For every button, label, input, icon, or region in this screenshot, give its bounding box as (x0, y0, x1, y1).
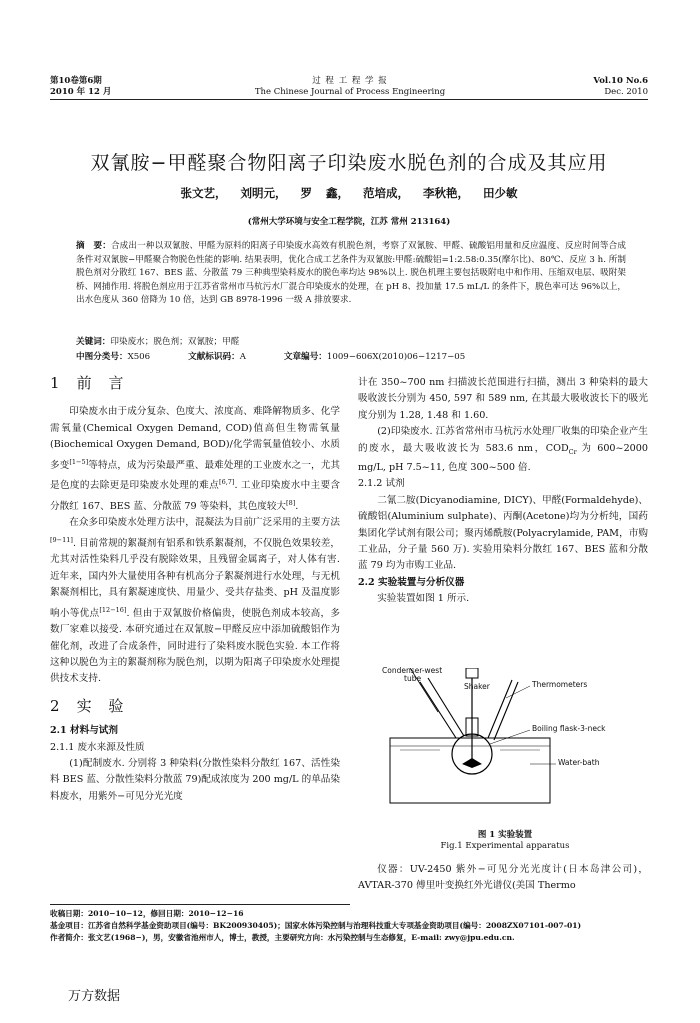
condenser-shape (420, 682, 456, 738)
left-column (50, 375, 340, 805)
figure-1 (380, 668, 630, 818)
watermark: 万方数据 (68, 989, 121, 1004)
abstract-text: 合成出一种以双氰胺、甲醛为原料的阳离子印染废水高效有机脱色剂，考察了双氰胺、甲醛、硫酸铝用量和反应温度、反应时间等合成条件对双氰胺−甲醛聚合物脱色性能的影响. 结果表明，优化合成工艺条件为双氰胺:甲醛:硫酸铝=1:2.58:0.35(摩尔比)、80℃、反应 3 h. 所制脱色剂对分散红 167、BES 蓝、分散蓝 79 三种典型染料废水的脱色率均达 98%以上. 脱色机理主要包括吸附电中和作用、压缩双电层、吸附架桥、网捕作用. 将脱色剂应用于江苏省常州市马杭污水厂混合印染废水的处理，在 pH 8、投加量 17.5 mL/L 的条件下，脱色率可达 96%以上，出水色度从 360 倍降为 10 倍，达到 GB 8978-1996 一级 A 排放要求. (76, 241, 626, 306)
method-paragraph-1-cont: 计在 350~700 nm 扫描波长范围进行扫描，测出 3 种染料的最大吸收波长分别为 450, 597 和 589 nm, 在其最大吸收波长下的吸光度分别为 1.28, 1.48 和 1.60. (358, 377, 648, 421)
classification: 中图分类号：X506 文献标识码：A 文章编号：1009−606X(2010)06−1217−05 (76, 352, 466, 362)
abstract (76, 240, 626, 308)
method-paragraph-2: (2)印染废水. 江苏省常州市马杭污水处理厂收集的印染企业产生的废水，最大吸收波长为 583.6 nm，$COD_{Cr}$ 为 600~2000 mg/L, pH 7.5~11, 色度 300~500 倍. (358, 426, 648, 473)
section-2-heading: 2 实 验 (50, 696, 130, 715)
apparatus-diagram (380, 668, 630, 818)
authors: 张文艺， 刘明元， 罗 鑫， 范培成， 李秋艳， 田少敏 (180, 186, 518, 200)
footnote-rule (50, 904, 350, 905)
right-column (358, 375, 648, 608)
keywords: 关键词：印染废水；脱色剂；双氰胺；甲醛 (76, 337, 240, 347)
subsection-2-1: 2.1 材料与试剂 (50, 725, 118, 737)
label-condenser: Condenser-west (382, 666, 443, 675)
journal-issue: Vol.10 No.6 Dec. 2010 (593, 76, 648, 97)
subsection-2-2: 2.2 实验装置与分析仪器 (358, 576, 465, 588)
method-paragraph-1: (1)配制废水. 分别将 3 种染料(分散性染料分散红 167、活性染料 BES 蓝、分散性染料分散蓝 79)配成浓度为 200 mg/L 的单品染料废水，用紫外−可见分光光度 (50, 758, 340, 802)
section-1-heading: 1 前 言 (50, 374, 130, 392)
journal-volume: 第10卷第6期 2010 年 12 月 (50, 76, 112, 97)
intro-paragraph-1: 印染废水由于成分复杂、色度大、浓度高、难降解物质多、化学需氧量(Chemical Oxygen Demand, COD)值高但生物需氧量(Biochemical Oxygen Demand, BOD)/化学需氧量值较小、水质多变[1−5]等特点，成为污染最严重、最难处理的工业废水之一，尤其是色度的去除更是印染废水处理的难点[6,7]. 工业印染废水中主要含分散红 167、BES 蓝、分散蓝 79 等染料，其色度较大[8]. (50, 406, 341, 512)
instrument-paragraph: 仪器：UV-2450 紫外−可见分光光度计(日本岛津公司)，AVTAR-370 傅里叶变换红外光谱仪(美国 Thermo (358, 864, 648, 892)
figure-caption-en: Fig.1 Experimental apparatus (440, 841, 570, 851)
paper-title: 双氰胺−甲醛聚合物阳离子印染废水脱色剂的合成及其应用 (90, 152, 608, 174)
label-tube: tube (404, 674, 422, 683)
label-water-bath: Water-bath (558, 758, 600, 767)
figure-caption-cn: 图 1 实验装置 (477, 830, 533, 840)
subsection-2-1-1: 2.1.1 废水来源及性质 (50, 741, 145, 753)
header-rule (50, 99, 648, 100)
label-boiling-flask: Boiling flask-3-neck (532, 724, 606, 733)
water-bath-shape (390, 738, 550, 803)
subsection-2-1-2: 2.1.2 试剂 (358, 478, 405, 490)
intro-paragraph-2: 在众多印染废水处理方法中，混凝法为目前广泛采用的主要方法[9−11]. 目前常规的絮凝剂有铝系和铁系絮凝剂，不仅脱色效果较差，尤其对活性染料几乎没有脱除效果，且残留金属离子，对人体有害. 近年来，国内外大量使用各种有机高分子絮凝剂进行水处理，与无机絮凝剂相比，具有絮凝速度快、用量少、受共存盐类、pH 及温度影响小等优点[12−16]. 但由于双氰胺价格偏贵，使脱色剂成本较高，多数厂家难以接受. 本研究通过在双氰胺−甲醛反应中添加硫酸铝作为催化剂，改进了合成条件，同时进行了染料废水脱色实验. 本工作将这种以脱色为主的絮凝剂称为脱色剂，以期为阳离子印染废水处理提供技术支持. (50, 517, 340, 685)
label-shaker: Shaker (464, 682, 490, 691)
affiliation: (常州大学环境与安全工程学院，江苏 常州 213164) (247, 217, 451, 227)
thermometer-shape (488, 680, 512, 738)
footnote: 收稿日期：2010−10−12，修回日期：2010−12−16 基金项目：江苏省自然科学基金资助项目(编号：BK200930405)；国家水体污染控制与治理科技重大专项基金资助项目(编号：2008ZX07101-007-01) 作者简介：张文艺(1968−)，男，安徽省池州市人，博士，教授，主要研究方向：水污染控制与生态修复，E-mail: zwy@jpu.edu.cn. (50, 909, 582, 942)
journal-name: 过 程 工 程 学 报 The Chinese Journal of Process Engineering (254, 76, 446, 97)
abstract-label: 摘 要： (76, 241, 111, 251)
apparatus-intro: 实验装置如图 1 所示. (377, 593, 470, 605)
label-thermometers: Thermometers (532, 680, 588, 689)
reagents-paragraph: 二氰二胺(Dicyanodiamine, DICY)、甲醛(Formaldehyde)、硫酸铝(Aluminium sulphate)、丙酮(Acetone)均为分析纯，国药集团化学试剂有限公司；聚丙烯酰胺(Polyacrylamide, PAM，市购工业品，分子量 560 万). 实验用染料分散红 167、BES 蓝和分散蓝 79 均为市购工业品. (358, 494, 648, 572)
